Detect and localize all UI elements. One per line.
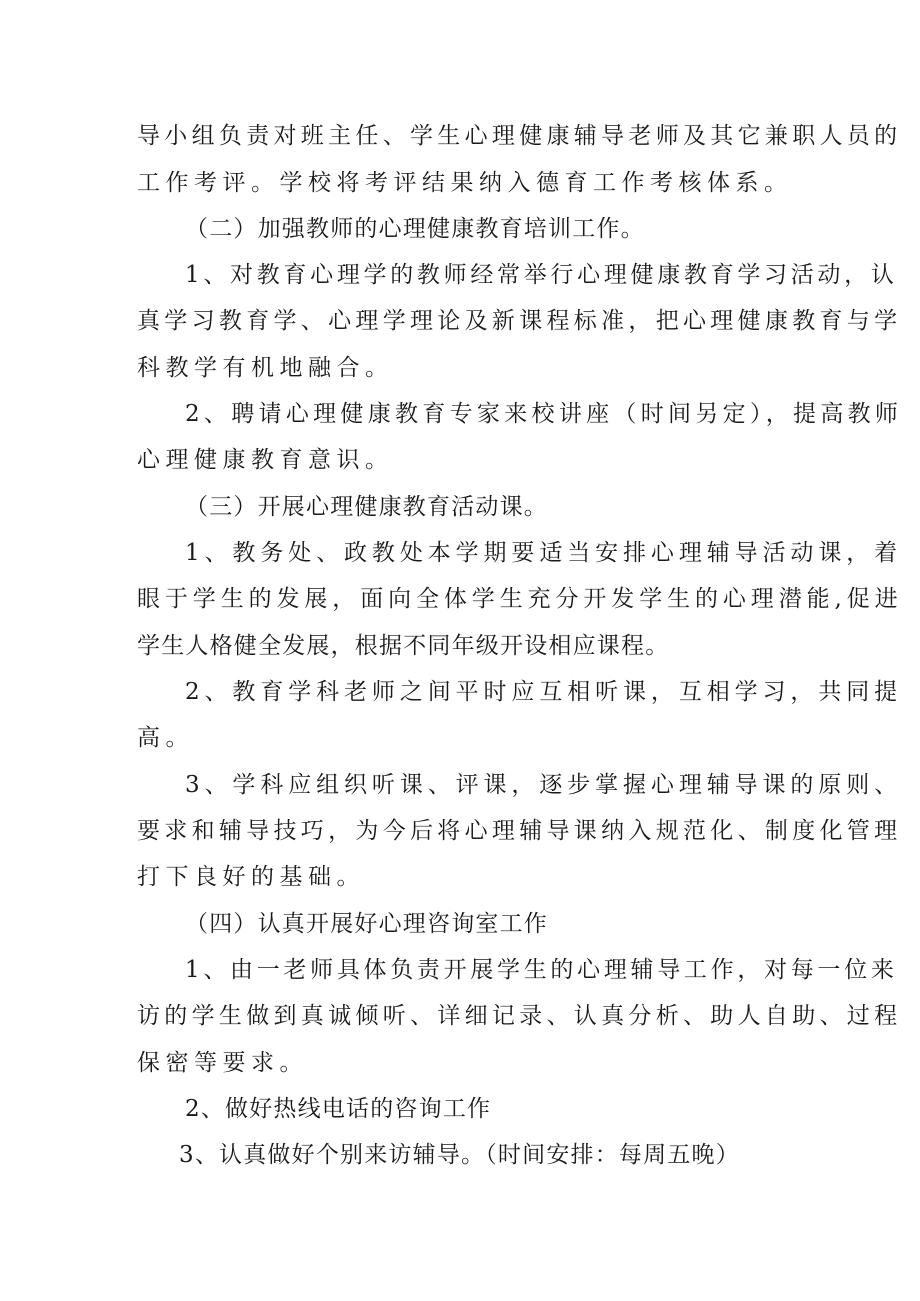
section-heading: （四）认真开展好心理咨询室工作 bbox=[185, 911, 548, 937]
text-line: 心理健康教育意识。 bbox=[137, 447, 394, 473]
text-line: 1、对教育心理学的教师经常举行心理健康教育学习活动，认 bbox=[185, 262, 898, 288]
text-line: 保密等要求。 bbox=[137, 1050, 308, 1076]
text-line: 2、做好热线电话的咨询工作 bbox=[185, 1096, 492, 1122]
text-line: 要求和辅导技巧，为今后将心理辅导课纳入规范化、制度化管理 bbox=[137, 818, 902, 844]
section-heading: （二）加强教师的心理健康教育培训工作。 bbox=[185, 216, 645, 242]
text-line: 1、由一老师具体负责开展学生的心理辅导工作，对每一位来 bbox=[185, 957, 898, 983]
text-line: 科教学有机地融合。 bbox=[137, 355, 394, 381]
text-line: 打下良好的基础。 bbox=[137, 864, 365, 890]
text-line: 2、教育学科老师之间平时应互相听课，互相学习，共同提 bbox=[185, 679, 903, 705]
text-line: 3、学科应组织听课、评课，逐步掌握心理辅导课的原则、 bbox=[185, 772, 903, 798]
text-line: 2、聘请心理健康教育专家来校讲座（时间另定），提高教师 bbox=[185, 401, 903, 427]
text-line: 1、教务处、政教处本学期要适当安排心理辅导活动课，着 bbox=[185, 540, 903, 566]
text-line: 眼于学生的发展，面向全体学生充分开发学生的心理潜能,促进 bbox=[137, 586, 903, 612]
section-heading: （三）开展心理健康教育活动课。 bbox=[185, 494, 548, 520]
text-line: 导小组负责对班主任、学生心理健康辅导老师及其它兼职人员的 bbox=[137, 123, 902, 149]
text-line: 真学习教育学、心理学理论及新课程标准，把心理健康教育与学 bbox=[137, 308, 902, 334]
text-line: 3、认真做好个别来访辅导。（时间安排：每周五晚） bbox=[179, 1142, 740, 1168]
text-line: 学生人格健全发展，根据不同年级开设相应课程。 bbox=[137, 633, 670, 659]
text-line: 高。 bbox=[137, 725, 194, 751]
text-line: 工作考评。学校将考评结果纳入德育工作考核体系。 bbox=[137, 170, 793, 196]
text-line: 访的学生做到真诚倾听、详细记录、认真分析、助人自助、过程 bbox=[137, 1003, 902, 1029]
